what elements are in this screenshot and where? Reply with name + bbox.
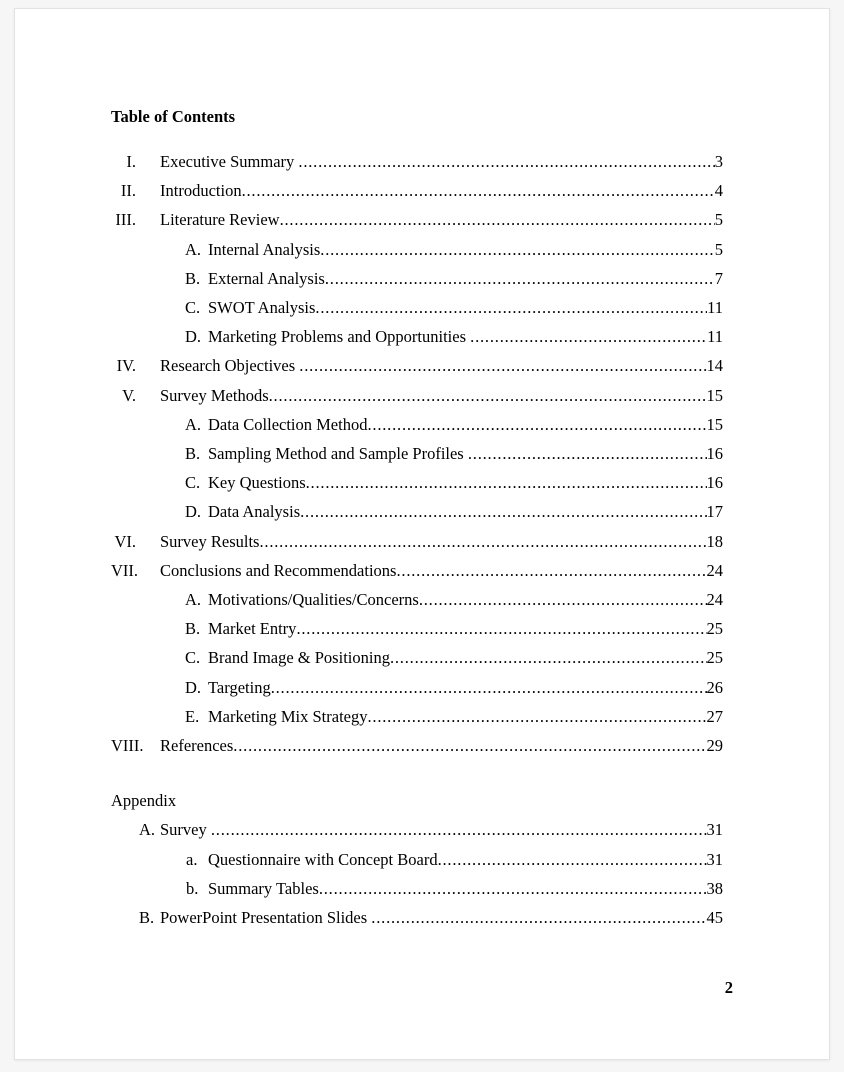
toc-entry [111,874,723,903]
toc-entry-numeral: C. [185,473,201,493]
dot-leader [470,322,707,351]
toc-entry-label: Marketing Mix Strategy [208,706,368,726]
toc-entry-label: Summary Tables [208,878,319,898]
toc-entry-page: 15 [706,385,723,405]
toc-entry-numeral: II. [120,181,136,201]
toc-entry-numeral: VI. [114,531,136,551]
toc-entry-numeral: A. [185,414,202,434]
toc-entry-numeral: a. [186,849,198,869]
toc-entry [111,439,723,468]
toc-entry [111,702,723,731]
dot-leader [271,673,707,702]
toc-entry-page: 24 [706,560,723,580]
toc-entry-label: Research Objectives [160,356,300,376]
dot-leader [211,815,707,844]
dot-leader [468,439,707,468]
toc-entry-label: Targeting [208,677,271,697]
toc-entry-numeral: E. [185,706,200,726]
dot-leader [438,845,707,874]
toc-entry-page: 7 [714,268,723,288]
toc-entry-label: Conclusions and Recommendations [160,560,397,580]
dot-leader [315,293,707,322]
toc-entry [111,614,723,643]
toc-entry-page: 11 [707,298,723,318]
toc-entry-page: 38 [706,878,723,898]
toc-entry-numeral: B. [185,444,201,464]
toc-entry-page: 11 [707,327,723,347]
page-number-footer: 2 [724,978,733,997]
toc-entry-label: Data Collection Method [208,414,368,434]
dot-leader [233,731,706,760]
dot-leader [242,176,715,205]
toc-entry [111,293,723,322]
toc-entry-label: Internal Analysis [208,239,321,259]
toc-entry-label: Survey Results [160,531,260,551]
toc-entry-page: 26 [706,677,723,697]
dot-leader [320,235,714,264]
toc-entry-label: Marketing Problems and Opportunities [208,327,471,347]
toc-entry [111,643,723,672]
toc-entry [111,845,723,874]
toc-entry-numeral: C. [185,648,201,668]
toc-entry-label: Questionnaire with Concept Board [208,849,438,869]
toc-entry [111,410,723,439]
toc-entry-page: 3 [714,152,723,171]
toc-entry-page: 45 [706,908,723,928]
dot-leader [367,702,706,731]
toc-entry-page: 31 [706,820,723,840]
toc-entry-label: External Analysis [208,268,325,288]
toc-entry [111,235,723,264]
toc-entry-page: 29 [706,736,723,756]
toc-entry-label: Executive Summary [160,152,299,171]
toc-entry-page: 24 [706,590,723,610]
toc-entry-numeral: B. [139,908,155,928]
toc-entry-label: Market Entry [208,619,297,639]
toc-entry-numeral: B. [185,619,201,639]
dot-leader [298,147,714,176]
toc-entry-label: Data Analysis [208,502,301,522]
toc-entry [111,205,723,234]
toc-entry-numeral: D. [185,677,202,697]
appendix-heading: Appendix [111,791,177,811]
toc-entry-page: 31 [706,849,723,869]
dot-leader [306,468,707,497]
dot-leader [419,585,707,614]
toc-entry [111,351,723,380]
dot-leader [371,903,706,932]
toc-entry-label: Brand Image & Positioning [208,648,390,668]
toc-entry-numeral: A. [185,239,202,259]
toc-entry-numeral: IV. [116,356,136,376]
toc-entry-label: Survey Methods [160,385,269,405]
toc-entry [111,903,723,932]
dot-leader [299,351,706,380]
toc-entry-numeral: A. [139,820,156,840]
toc-entry-label: Sampling Method and Sample Profiles [208,444,468,464]
dot-leader [296,614,706,643]
toc-entry-page: 27 [706,706,723,726]
toc-entry-label: Key Questions [208,473,306,493]
toc-entry-numeral: A. [185,590,202,610]
toc-entry-numeral: B. [185,268,201,288]
toc-entry-page: 14 [706,356,723,376]
dot-leader [280,205,715,234]
dot-leader [319,874,707,903]
toc-entry-page: 16 [706,473,723,493]
dot-leader [269,381,707,410]
toc-entry-label: SWOT Analysis [208,298,316,318]
toc-entry-numeral: D. [185,502,202,522]
page-title: Table of Contents [111,107,236,126]
toc-entry-label: Introduction [160,181,242,201]
dot-leader [396,556,706,585]
toc-entry-label: Survey [160,820,211,840]
toc-entry-page: 25 [706,648,723,668]
toc-entry-label: PowerPoint Presentation Slides [160,908,372,928]
toc-entry [111,556,723,585]
toc-entry [111,147,723,176]
toc-entry [111,585,723,614]
toc-entry [111,497,723,526]
toc-entry-page: 16 [706,444,723,464]
toc-entry-numeral: C. [185,298,201,318]
toc-entry-label: Motivations/Qualities/Concerns [208,590,419,610]
toc-entry-numeral: I. [126,152,136,171]
toc-entry [111,381,723,410]
toc-entry [111,322,723,351]
toc-entry [111,527,723,556]
toc-entry [111,731,723,760]
dot-leader [325,264,715,293]
table-of-contents [111,147,723,760]
toc-entry [111,264,723,293]
toc-entry-page: 4 [714,181,723,201]
toc-entry [111,468,723,497]
toc-entry-numeral: V. [122,385,136,405]
toc-entry-numeral: b. [186,878,199,898]
toc-entry-numeral: D. [185,327,202,347]
toc-entry-page: 5 [714,239,723,259]
toc-entry-numeral: VII. [111,560,139,580]
appendix-list [111,815,723,932]
toc-entry-numeral: III. [115,210,136,230]
toc-entry-page: 18 [706,531,723,551]
toc-entry-page: 5 [714,210,723,230]
toc-entry-label: Literature Review [160,210,280,230]
toc-entry-page: 25 [706,619,723,639]
document-page [14,8,830,1060]
dot-leader [300,497,706,526]
toc-entry-page: 15 [706,414,723,434]
toc-entry [111,176,723,205]
toc-entry [111,815,723,844]
toc-entry-label: References [160,736,234,756]
toc-entry-numeral: VIII. [111,736,144,756]
dot-leader [390,643,707,672]
dot-leader [259,527,706,556]
toc-entry [111,673,723,702]
dot-leader [367,410,706,439]
toc-entry-page: 17 [706,502,723,522]
